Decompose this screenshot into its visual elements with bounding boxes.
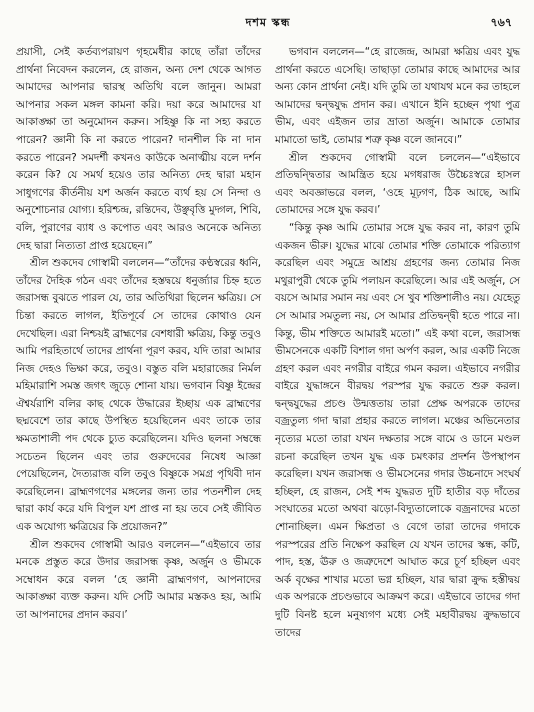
running-header	[16, 14, 520, 34]
paragraph: শ্রীল শুকদেব গোস্বামী বললেন—“তাঁদের কণ্ঠস্বরের ধ্বনি, তাঁদের দৈহিক গঠন এবং তাঁদের হস্তদ্বয়ে ধনুর্জ্যার চিহ্ন হতে জরাসন্ধ বুঝতে পারল যে, তার অতিথিরা ছিলেন ক্ষত্রিয়। সে চিন্তা করতে লাগল, ইতিপূর্বে সে তাদের কোথাও যেন দেখেছিল। এরা নিশ্চয়ই ব্রাহ্মণের বেশধারী ক্ষত্রিয়, কিন্তু তবুও আমি পরহিতার্থে তাদের প্রার্থনা পূরণ করব, যদি তারা আমার নিজ দেহও ভিক্ষা করে, তবুও। বস্তুত বলি মহারাজের নির্মল মহিমারাশি সমস্ত জগৎ জুড়ে শোনা যায়। ভগবান বিষ্ণু ইন্দ্রের ঐশ্বর্যরাশি বলির কাছ থেকে উদ্ধারের ইচ্ছায় এক ব্রাহ্মণের ছদ্মবেশে তার কাছে উপস্থিত হয়েছিলেন এবং তাকে তার ক্ষমতাশালী পদ থেকে চ্যুত করেছিলেন। যদিও ছলনা সম্বন্ধে সচেতন ছিলেন এবং তার গুরুদেবের নিষেধ আজ্ঞা পেয়েছিলেন, দৈত্যরাজ বলি তবুও বিষ্ণুকে সমগ্র পৃথিবী দান করেছিলেন। ব্রাহ্মণগণের মঙ্গলের জন্য তার পতনশীল দেহ দ্বারা কার্য করে যদি বিপুল যশ প্রাপ্ত না হয় তবে সেই জীবিত এক অযোগ্য ক্ষত্রিয়ের কি প্রয়োজন?”	[16, 257, 261, 534]
paragraph: শ্রীল শুকদেব গোস্বামী আরও বললেন—“এইভাবে তার মনকে প্রস্তুত করে উদার জরাসন্ধ কৃষ্ণ, অর্জুন ও ভীমকে সম্বোধন করে বলল ‘হে জ্ঞানী ব্রাহ্মণগণ, আপনাদের আকাঙ্ক্ষা ব্যক্ত করুন। যদি সেটি আমার মস্তকও হয়, আমি তা আপনাদের প্রদান করব।’	[16, 538, 261, 621]
paragraph: শ্রীল শুকদেব গোস্বামী বলে চললেন—“এইভাবে প্রতিদ্বন্দ্বিতার আমন্ত্রিত হয়ে মগধরাজ উচ্চৈঃস্বরে হাসল এবং অবজ্ঞাভরে বলল, ‘ওহে মূঢ়গণ, ঠিক আছে, আমি তোমাদের সঙ্গে যুদ্ধ করব।’	[275, 151, 520, 217]
left-column	[16, 44, 261, 642]
chapter-title: দশম স্কন্ধ	[245, 16, 291, 29]
paragraph: প্রয়াসী, সেই কর্তব্যপরায়ণ গৃহমেধীর কাছে তাঁরা তাঁদের প্রার্থনা নিবেদন করলেন, হে রাজন, অন্য দেশ থেকে আগত আমাদের আপনার দ্বারস্থ অতিথি বলে জানুন। আমরা আপনার সকল মঙ্গল কামনা করি। দয়া করে আমাদের যা আকাঙ্ক্ষা তা অনুমোদন করুন। সহিষ্ণু কি না সহ্য করতে পারেন? জ্ঞানী কি না করতে পারেন? দানশীল কি না দান করতে পারেন? সমদর্শী কখনও কাউকে অনাত্মীয় বলে দর্শন করেন কি? যে সমর্থ হয়েও তার অনিত্য দেহ দ্বারা মহান সাধুগণের কীর্তনীয় যশ অর্জন করতে ব্যর্থ হয় সে নিন্দা ও অনুশোচনার যোগ্য। হরিশ্চন্দ্র, রন্তিদেব, উঞ্ছবৃত্তি মুদ্গল, শিবি, বলি, পুরাণের ব্যাধ ও কপোত এবং আরও অনেকে অনিত্য দেহ দ্বারা নিত্যতা প্রাপ্ত হয়েছেন।”	[16, 46, 261, 252]
text-columns	[16, 44, 520, 642]
paragraph: ভগবান বললেন—“হে রাজেন্দ্র, আমরা ক্ষত্রিয় এবং যুদ্ধ প্রার্থনা করতে এসেছি। তাছাড়া তোমার কাছে আমাদের আর অন্য কোন প্রার্থনা নেই। যদি তুমি তা যথাযথ মনে কর তাহলে আমাদের দ্বন্দ্বযুদ্ধ প্রদান কর। এখানে ইনি হচ্ছেন পৃথা পুত্র ভীম, এবং এইজন তার ভ্রাতা অর্জুন। আমাকে তোমার মামাতো ভাই, তোমার শত্রু কৃষ্ণ বলে জানবে।”	[275, 46, 520, 146]
paragraph: “কিন্তু কৃষ্ণ আমি তোমার সঙ্গে যুদ্ধ করব না, কারণ তুমি একজন ভীরু। যুদ্ধের মাঝে তোমার শক্তি তোমাকে পরিত্যাগ করেছিল এবং সমুদ্রে আশ্রয় গ্রহণের জন্য তোমার নিজ মথুরাপুরী থেকে তুমি পলায়ন করেছিলে। আর এই অর্জুন, সে বয়সে আমার সমান নয় এবং সে খুব শক্তিশালীও নয়। যেহেতু সে আমার সমতুল্য নয়, সে আমার প্রতিদ্বন্দ্বী হতে পারে না। কিন্তু, ভীম শক্তিতে আমারই মতো।” এই কথা বলে, জরাসন্ধ ভীমসেনকে একটি বিশাল গদা অর্পণ করল, আর একটি নিজে গ্রহণ করল এবং নগরীর বাইরে গমন করল। এইভাবে নগরীর বাইরে যুদ্ধাঙ্গনে বীরদ্বয় পরস্পর যুদ্ধ করতে শুরু করল। দ্বন্দ্বযুদ্ধের প্রচণ্ড উন্মত্ততায় তারা প্রেক্ষ অপরকে তাদের বজ্রতুল্য গদা দ্বারা প্রহার করতে লাগল। মঞ্চের অভিনেতার নৃত্যের মতো তারা যখন দক্ষতার সঙ্গে বামে ও ডানে মণ্ডল রচনা করেছিল তখন যুদ্ধ এক চমৎকার প্রদর্শন উপস্থাপন করেছিল। যখন জরাসন্ধ ও ভীমসেনের গদার উচ্চনাদে সংঘর্ষ হচ্ছিল, হে রাজন, সেই শব্দ যুদ্ধরত দুটি হাতীর বড় দাঁতের সংঘাতের মতো অথবা ঝড়ো-বিদ্যুতালোকে বজ্রনাদের মতো শোনাচ্ছিল। এমন ক্ষিপ্রতা ও বেগে তারা তাদের গদাকে পরস্পরের প্রতি নিক্ষেপ করছিল যে যখন তাদের স্কন্ধ, কটি, পাদ, হস্ত, ঊরু ও জত্রুদেশে আঘাত করে চূর্ণ হচ্ছিল এবং অর্ক বৃক্ষের শাখার মতো ভগ্ন হচ্ছিল, যার দ্বারা ক্রুদ্ধ হস্তীদ্বয় এক অপরকে প্রচণ্ডভাবে আক্রমণ করে। এইভাবে তাদের গদা দুটি বিনষ্ট হলে মনুষ্যগণ মধ্যে সেই মহাবীরদ্বয় ক্রুদ্ধভাবে তাদের	[275, 221, 520, 639]
right-column	[275, 44, 520, 642]
page-number: ৭৬৭	[490, 16, 512, 29]
